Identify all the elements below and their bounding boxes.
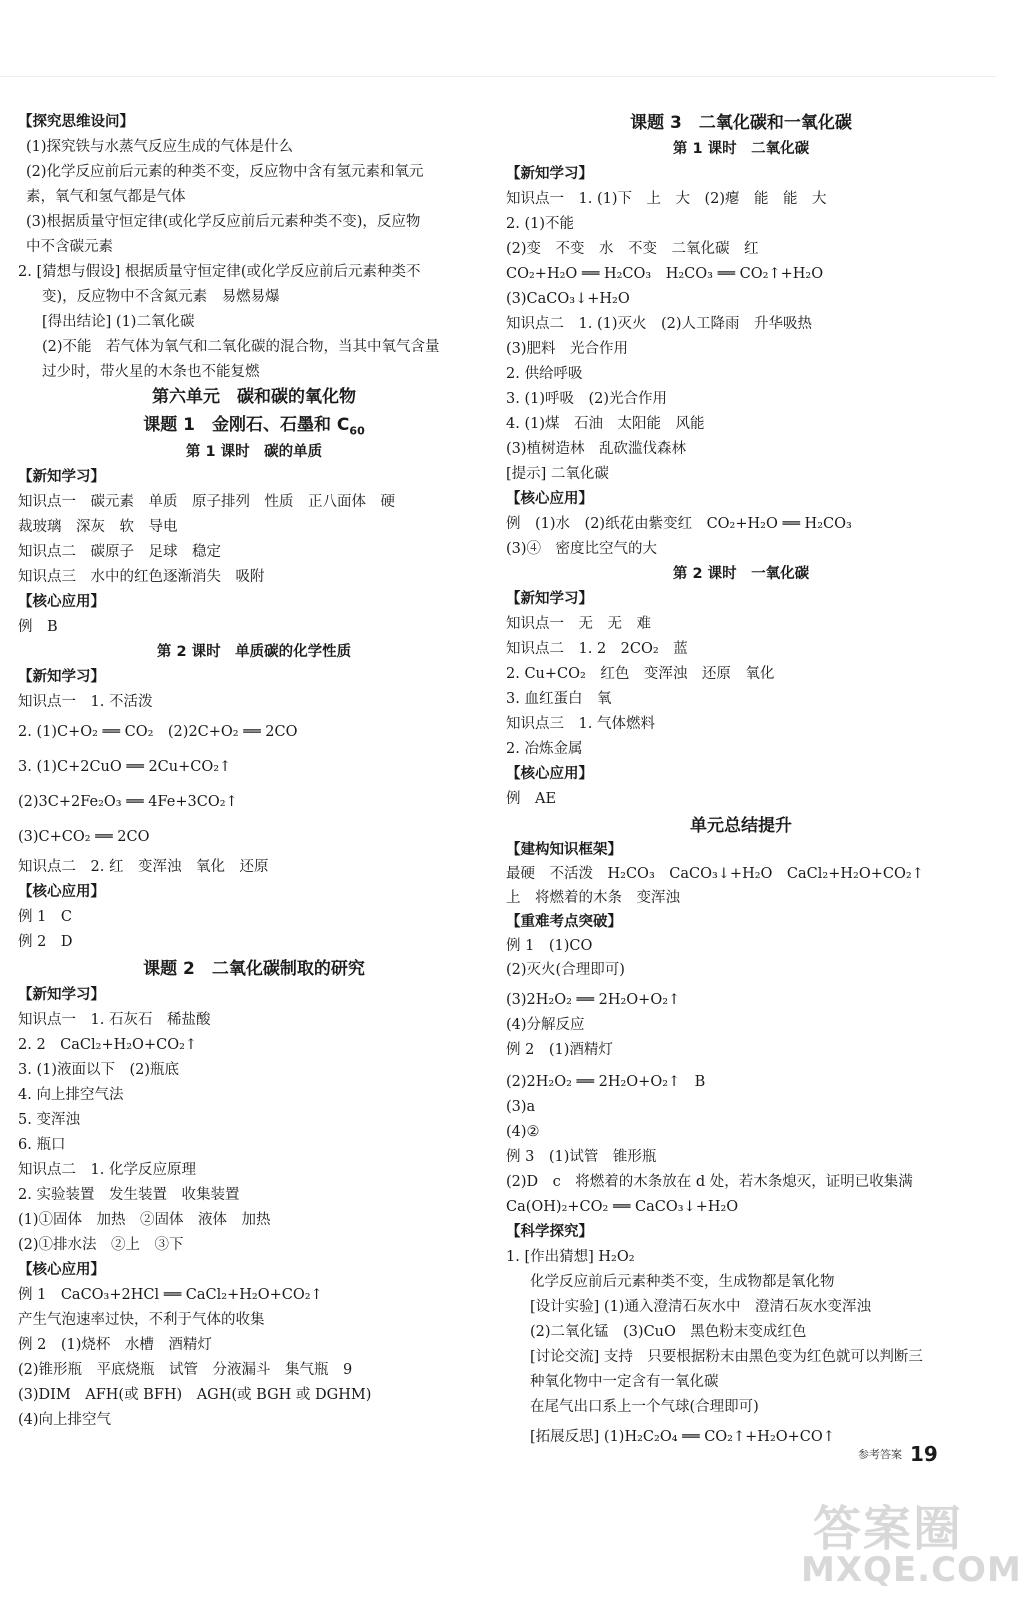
text-line: 知识点二 1. 化学反应原理 [18, 1162, 196, 1178]
text-line: (3)植树造林 乱砍滥伐森林 [506, 441, 687, 457]
text-line: (3)肥料 光合作用 [506, 341, 629, 357]
text-line: (2)锥形瓶 平底烧瓶 试管 分液漏斗 集气瓶 9 [18, 1362, 353, 1378]
text-line: 2. 实验装置 发生装置 收集装置 [18, 1187, 240, 1203]
lesson-title: 课题 2 二氧化碳制取的研究 [143, 959, 365, 979]
text-line: 例 B [18, 619, 58, 635]
section-heading: 【新知学习】 [506, 591, 593, 607]
text-line: [设计实验] (1)通入澄清石灰水中 澄清石灰水变浑浊 [530, 1299, 871, 1315]
text-line: 上 将燃着的木条 变浑浊 [506, 890, 680, 906]
text-line: (2)二氧化锰 (3)CuO 黑色粉末变成红色 [530, 1324, 807, 1340]
top-divider [0, 76, 996, 77]
text-line: 6. 瓶口 [18, 1137, 66, 1153]
equation-line: Ca(OH)₂+CO₂ ══ CaCO₃↓+H₂O [506, 1199, 739, 1215]
text-line: 例 2 D [18, 934, 73, 950]
text-line: (2)化学反应前后元素的种类不变，反应物中含有氢元素和氧元 [26, 164, 424, 180]
equation-line: 2. (1)C+O₂ ══ CO₂ (2)2C+O₂ ══ 2CO [18, 724, 298, 740]
equation-line: 例 (1)水 (2)纸花由紫变红 CO₂+H₂O ══ H₂CO₃ [506, 516, 852, 532]
text-line: (1)①固体 加热 ②固体 液体 加热 [18, 1212, 271, 1228]
text-line: 例 1 C [18, 909, 72, 925]
text-line: 过少时，带火星的木条也不能复燃 [42, 364, 260, 380]
text-line: 产生气泡速率过快，不利于气体的收集 [18, 1312, 265, 1328]
text-line: (3)a [506, 1099, 536, 1115]
equation-line: CO₂+H₂O ══ H₂CO₃ H₂CO₃ ══ CO₂↑+H₂O [506, 266, 824, 282]
summary-title: 单元总结提升 [690, 816, 792, 836]
equation-line: (2)3C+2Fe₂O₃ ══ 4Fe+3CO₂↑ [18, 794, 238, 810]
text-line: 例 3 (1)试管 锥形瓶 [506, 1149, 657, 1165]
lesson-title: 课题 1 金刚石、石墨和 $C_{60}$ [143, 415, 365, 438]
page-number: 19 [910, 1442, 938, 1466]
text-line: 中不含碳元素 [26, 239, 113, 255]
text-line: 例 2 (1)酒精灯 [506, 1042, 613, 1058]
text-line: 1. [作出猜想] H₂O₂ [506, 1249, 635, 1265]
text-line: [提示] 二氧化碳 [506, 466, 609, 482]
text-line: 2. 供给呼吸 [506, 366, 583, 382]
text-line: 裁玻璃 深灰 软 导电 [18, 519, 178, 535]
unit-title: 第六单元 碳和碳的氧化物 [152, 387, 356, 407]
text-line: 4. (1)煤 石油 太阳能 风能 [506, 416, 705, 432]
text-line: 知识点一 1. 石灰石 稀盐酸 [18, 1012, 211, 1028]
equation-line: (2)2H₂O₂ ══ 2H₂O+O₂↑ B [506, 1074, 706, 1090]
section-heading: 【新知学习】 [18, 469, 105, 485]
text-line: (2)①排水法 ②上 ③下 [18, 1237, 184, 1253]
section-heading: 【新知学习】 [18, 669, 105, 685]
section-heading: 【核心应用】 [506, 766, 593, 782]
text-line: 知识点一 碳元素 单质 原子排列 性质 正八面体 硬 [18, 494, 395, 510]
period-title: 第 1 课时 碳的单质 [185, 444, 323, 460]
period-title: 第 2 课时 一氧化碳 [672, 566, 810, 582]
section-heading: 【重难考点突破】 [506, 914, 622, 930]
text-line: 种氧化物中一定含有一氧化碳 [530, 1374, 719, 1390]
text-line: 知识点一 1. (1)下 上 大 (2)瘪 能 能 大 [506, 191, 827, 207]
watermark-logo [795, 1490, 1022, 1595]
text-line: 2. 冶炼金属 [506, 741, 583, 757]
text-line: 知识点一 1. 不活泼 [18, 694, 153, 710]
section-heading: 【探究思维设问】 [18, 114, 134, 130]
text-line: 例 AE [506, 791, 557, 807]
equation-line: (3)C+CO₂ ══ 2CO [18, 829, 150, 845]
text-line: [得出结论] (1)二氧化碳 [42, 314, 195, 330]
text-line: 变)，反应物中不含氮元素 易燃易爆 [42, 289, 280, 305]
text-line: 素，氧气和氢气都是气体 [26, 189, 186, 205]
text-line: 例 2 (1)烧杯 水槽 酒精灯 [18, 1337, 212, 1353]
watermark-url: MXQE.COM [801, 1550, 1022, 1590]
section-heading: 【核心应用】 [18, 884, 105, 900]
text-line: (2)变 不变 水 不变 二氧化碳 红 [506, 241, 759, 257]
section-heading: 【核心应用】 [18, 594, 105, 610]
text-line: 3. 血红蛋白 氧 [506, 691, 612, 707]
text-line: (3)④ 密度比空气的大 [506, 541, 658, 557]
text-line: (4)② [506, 1124, 540, 1140]
text-line: 知识点二 碳原子 足球 稳定 [18, 544, 221, 560]
equation-line: (3)2H₂O₂ ══ 2H₂O+O₂↑ [506, 992, 681, 1008]
section-heading: 【核心应用】 [506, 491, 593, 507]
text-line: 知识点一 无 无 难 [506, 616, 651, 632]
section-heading: 【建构知识框架】 [506, 842, 622, 858]
period-title: 第 1 课时 二氧化碳 [672, 141, 810, 157]
text-line: (4)向上排空气 [18, 1412, 112, 1428]
footer-label: 参考答案 [858, 1448, 902, 1461]
text-line: 2. 2 CaCl₂+H₂O+CO₂↑ [18, 1037, 198, 1053]
text-line: (2)灭火(合理即可) [506, 962, 625, 978]
text-line: (3)CaCO₃↓+H₂O [506, 291, 630, 307]
text-line: 知识点二 2. 红 变浑浊 氧化 还原 [18, 859, 269, 875]
text-line: (4)分解反应 [506, 1017, 585, 1033]
text-line: 2. [猜想与假设] 根据质量守恒定律(或化学反应前后元素种类不 [18, 264, 421, 280]
text-line: (3)DIM AFH(或 BFH) AGH(或 BGH 或 DGHM) [18, 1387, 372, 1403]
period-title: 第 2 课时 单质碳的化学性质 [156, 644, 352, 660]
text-line: 2. (1)不能 [506, 216, 574, 232]
text-line: 在尾气出口系上一个气球(合理即可) [530, 1399, 759, 1415]
equation-line: 例 1 CaCO₃+2HCl ══ CaCl₂+H₂O+CO₂↑ [18, 1287, 323, 1303]
text-line: (2)不能 若气体为氧气和二氧化碳的混合物，当其中氧气含量 [42, 339, 440, 355]
text-line: 5. 变浑浊 [18, 1112, 80, 1128]
text-line: 4. 向上排空气法 [18, 1087, 124, 1103]
text-line: 知识点三 1. 气体燃料 [506, 716, 655, 732]
text-line: 知识点二 1. 2 2CO₂ 蓝 [506, 641, 688, 657]
text-line: (1)探究铁与水蒸气反应生成的气体是什么 [26, 139, 294, 155]
section-heading: 【新知学习】 [506, 166, 593, 182]
text-line: (3)根据质量守恒定律(或化学反应前后元素种类不变)，反应物 [26, 214, 421, 230]
lesson-title: 课题 3 二氧化碳和一氧化碳 [630, 113, 852, 133]
text-line: [讨论交流] 支持 只要根据粉末由黑色变为红色就可以判断三 [530, 1349, 923, 1365]
equation-line: 最硬 不活泼 H₂CO₃ CaCO₃↓+H₂O CaCl₂+H₂O+CO₂↑ [506, 866, 924, 882]
text-line: 3. (1)液面以下 (2)瓶底 [18, 1062, 180, 1078]
text-line: 知识点三 水中的红色逐渐消失 吸附 [18, 569, 265, 585]
text-line: (2)D c 将燃着的木条放在 d 处，若木条熄灭，证明已收集满 [506, 1174, 913, 1190]
text-line: 2. Cu+CO₂ 红色 变浑浊 还原 氧化 [506, 666, 775, 682]
section-heading: 【核心应用】 [18, 1262, 105, 1278]
text-line: 化学反应前后元素种类不变，生成物都是氧化物 [530, 1274, 835, 1290]
section-heading: 【新知学习】 [18, 987, 105, 1003]
text-line: 知识点二 1. (1)灭火 (2)人工降雨 升华吸热 [506, 316, 813, 332]
watermark-text: 答案圈 [813, 1501, 964, 1557]
text-line: 3. (1)呼吸 (2)光合作用 [506, 391, 668, 407]
section-heading: 【科学探究】 [506, 1224, 593, 1240]
equation-line: 3. (1)C+2CuO ══ 2Cu+CO₂↑ [18, 759, 232, 775]
text-line: 例 1 (1)CO [506, 938, 593, 954]
equation-line: [拓展反思] (1)H₂C₂O₄ ══ CO₂↑+H₂O+CO↑ [530, 1429, 835, 1445]
page-footer [858, 1442, 938, 1466]
